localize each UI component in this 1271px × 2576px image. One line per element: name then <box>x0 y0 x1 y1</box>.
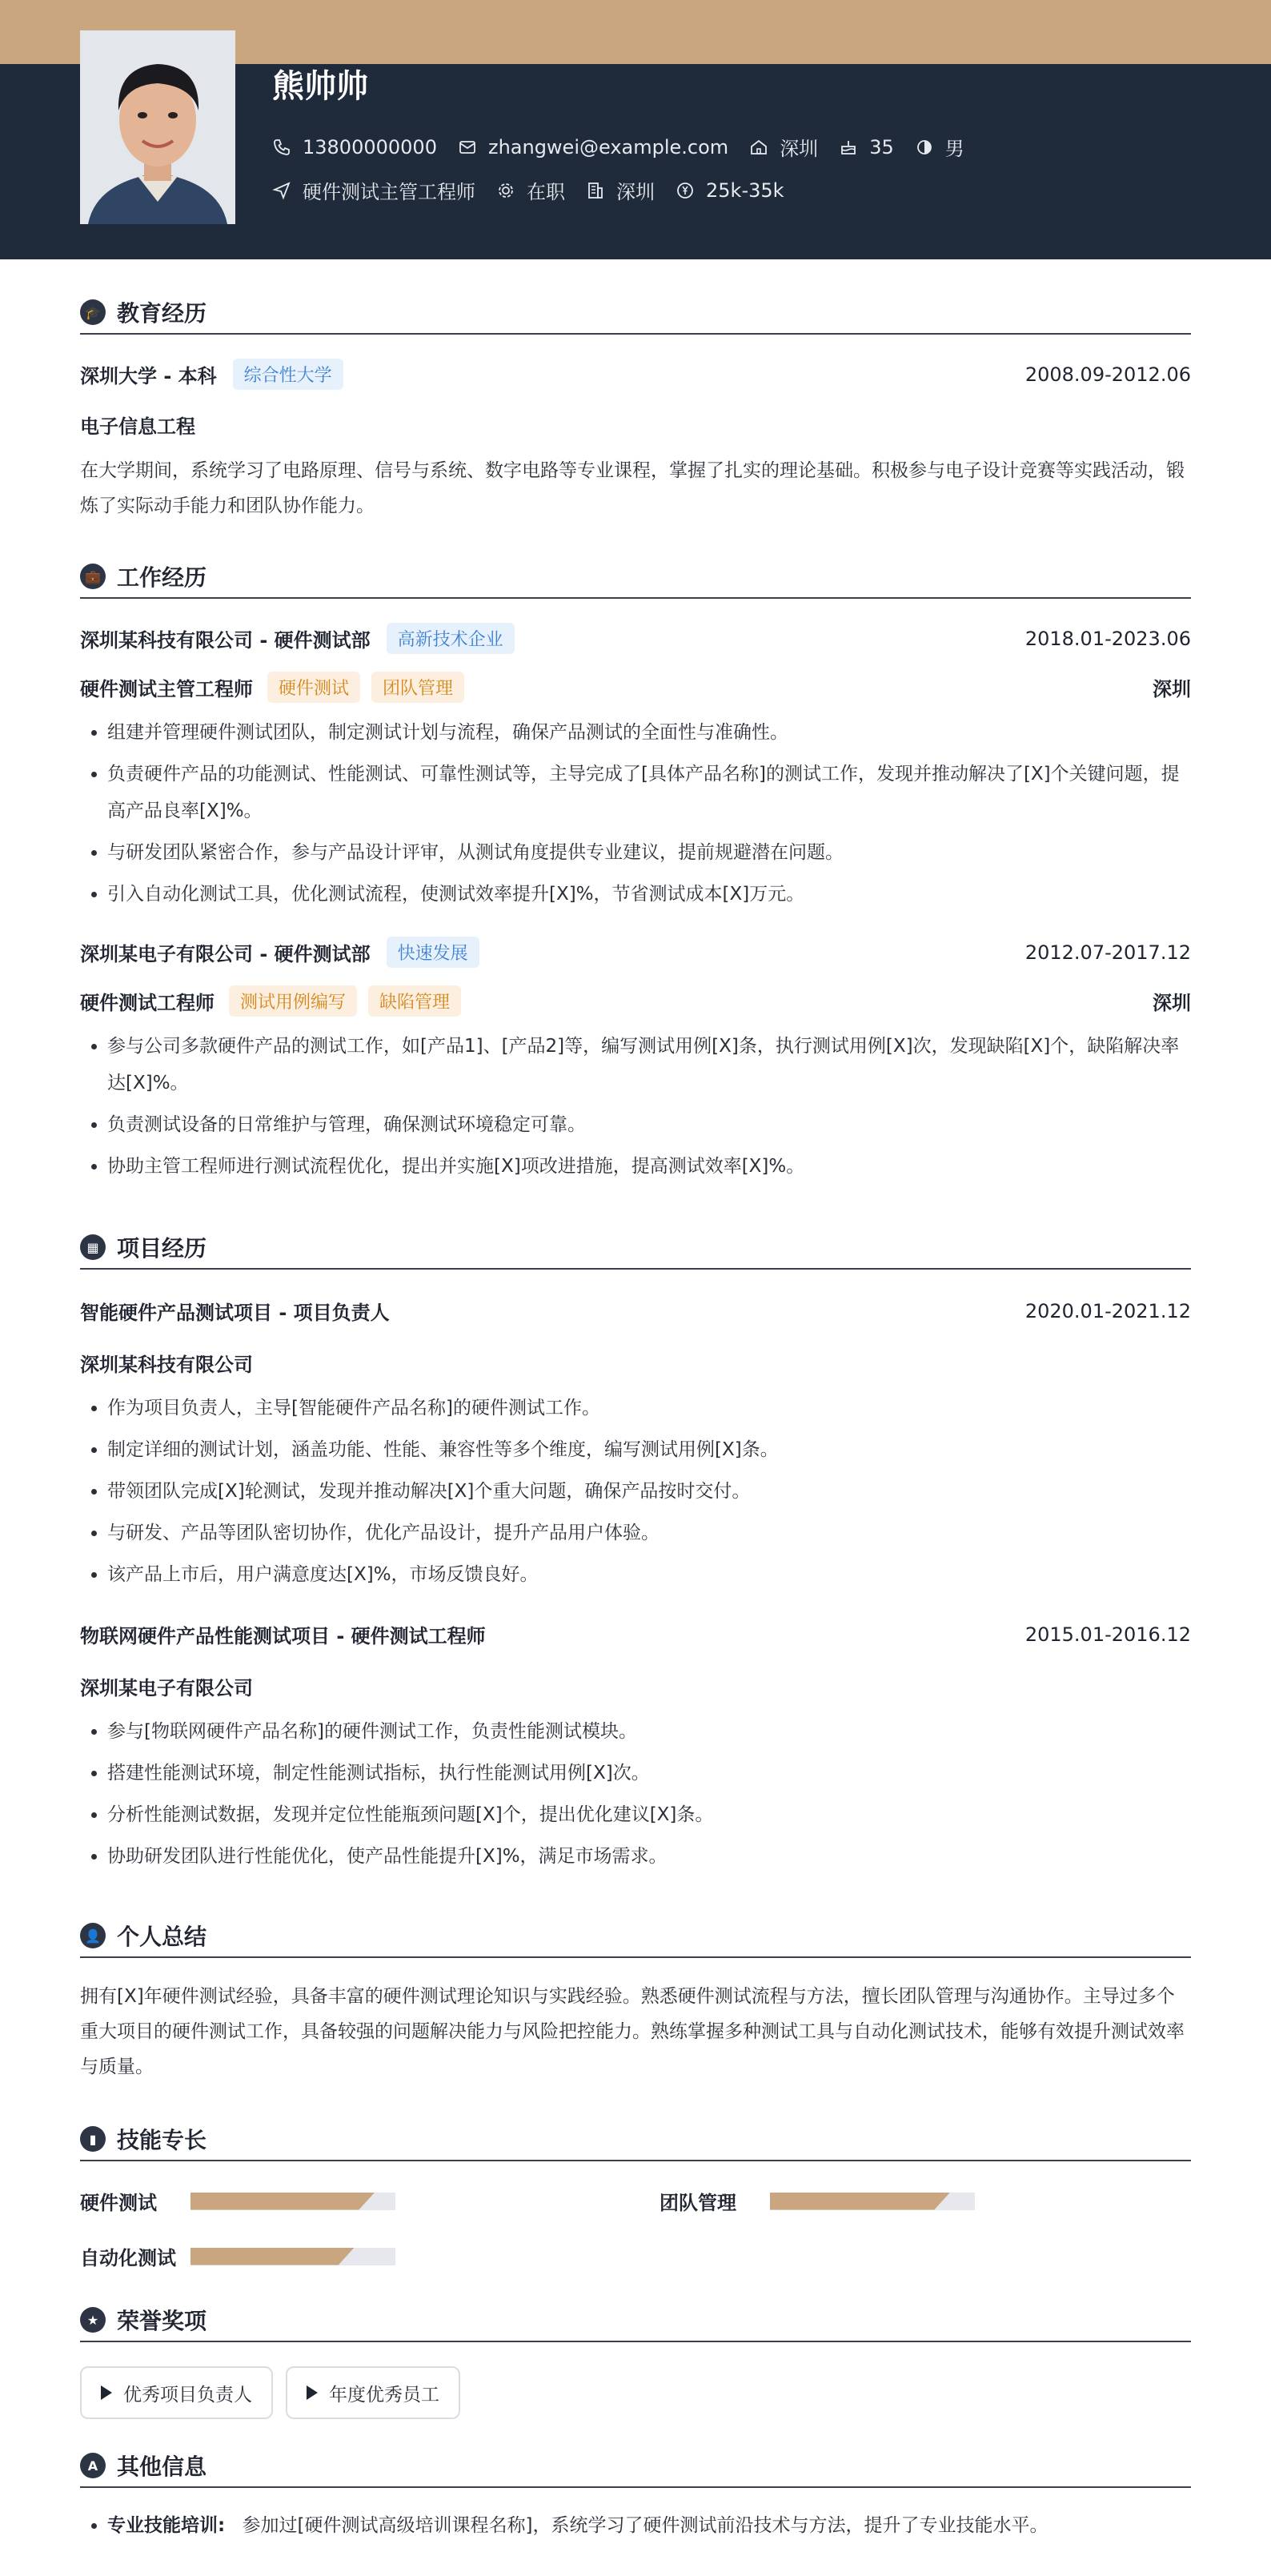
phone-text: 13800000000 <box>303 135 437 158</box>
skill-name: 硬件测试 <box>80 2192 157 2214</box>
skill-bar <box>770 2193 975 2210</box>
other-section-title: A 其他信息 <box>80 2445 1191 2488</box>
summary-section-title: 👤 个人总结 <box>80 1915 1191 1958</box>
honor-badge: 优秀项目负责人 <box>80 2366 273 2419</box>
city-text: 深圳 <box>780 138 819 160</box>
contact-row <box>272 133 964 161</box>
work-entry <box>80 937 1191 1185</box>
list-item: • 作为项目负责人，主导[智能硬件产品名称]的硬件测试工作。 <box>107 1390 1191 1426</box>
project-date: 2020.01-2021.12 <box>1024 1299 1191 1322</box>
target-city-item <box>586 176 655 204</box>
skill-tag: 缺陷管理 <box>368 985 461 1017</box>
gender-icon <box>915 138 934 157</box>
company-name: 深圳某电子有限公司 - 硬件测试部 <box>80 943 371 965</box>
skills-grid <box>80 2187 1191 2270</box>
salary-text: 25k-35k <box>706 179 784 202</box>
other-label: 专业技能培训: <box>107 2515 226 2536</box>
skill-tag: 测试用例编写 <box>229 985 357 1017</box>
target-job-item <box>272 176 475 204</box>
skill-item <box>80 2187 611 2215</box>
info-icon: A <box>80 2453 106 2478</box>
school-name: 深圳大学 - 本科 <box>80 365 217 387</box>
list-item <box>107 2507 1191 2544</box>
gear-icon <box>496 181 515 200</box>
work-bullets <box>80 1028 1191 1185</box>
target-city-text: 深圳 <box>616 181 655 203</box>
gender-item <box>915 133 964 161</box>
project-bullets <box>80 1390 1191 1593</box>
gender-text: 男 <box>944 138 964 160</box>
skill-name: 自动化测试 <box>80 2247 176 2269</box>
profile-name: 熊帅帅 <box>272 68 368 105</box>
school-tag: 综合性大学 <box>233 359 343 390</box>
status-text: 在职 <box>527 181 565 203</box>
education-date: 2008.09-2012.06 <box>1024 363 1191 386</box>
work-date: 2018.01-2023.06 <box>1024 627 1191 650</box>
status-item <box>496 176 565 204</box>
work-section-title: 💼 工作经历 <box>80 556 1191 599</box>
major: 电子信息工程 <box>80 415 195 438</box>
other-text: 参加过[硬件测试高级培训课程名称]，系统学习了硬件测试前沿技术与方法，提升了专业技能水平。 <box>242 2515 1048 2536</box>
age-text: 35 <box>869 135 894 158</box>
project-section-title: ▦ 项目经历 <box>80 1226 1191 1270</box>
project-title: 物联网硬件产品性能测试项目 - 硬件测试工程师 <box>80 1625 486 1647</box>
list-item: • 参与[物联网硬件产品名称]的硬件测试工作，负责性能测试模块。 <box>107 1713 1191 1750</box>
cake-icon <box>839 138 858 157</box>
award-icon: ★ <box>80 2307 106 2333</box>
avatar <box>80 30 235 224</box>
honors-section-title: ★ 荣誉奖项 <box>80 2299 1191 2342</box>
honors-list <box>80 2366 1191 2419</box>
briefcase-icon: 💼 <box>80 564 106 589</box>
company-tag: 高新技术企业 <box>387 623 515 654</box>
user-icon: 👤 <box>80 1923 106 1948</box>
profile-header <box>0 64 1271 259</box>
mail-icon <box>458 138 477 157</box>
list-item: • 负责测试设备的日常维护与管理，确保测试环境稳定可靠。 <box>107 1106 1191 1143</box>
job-role: 硬件测试主管工程师 <box>80 678 253 700</box>
project-entry <box>80 1620 1191 1875</box>
honor-badge: 年度优秀员工 <box>286 2366 460 2419</box>
summary-text: 拥有[X]年硬件测试经验，具备丰富的硬件测试理论知识与实践经验。熟悉硬件测试流程与方法，擅长团队管理与沟通协作。主导过多个重大项目的硬件测试工作，具备较强的问题解决能力与风险把控能力。熟练掌握多种测试工具与自动化测试技术，能够有效提升测试效率与质量。 <box>80 1986 1185 2077</box>
work-entry <box>80 623 1191 913</box>
skill-bar-fill <box>770 2193 950 2210</box>
education-header <box>80 359 1191 390</box>
work-city: 深圳 <box>1153 992 1191 1014</box>
chart-icon: ▮ <box>80 2126 106 2152</box>
job-role: 硬件测试工程师 <box>80 992 215 1014</box>
resume-body <box>0 291 1271 2544</box>
list-item: • 引入自动化测试工具，优化测试流程，使测试效率提升[X]%，节省测试成本[X]万元。 <box>107 876 1191 913</box>
skill-item <box>80 2242 611 2270</box>
skill-tag: 硬件测试 <box>267 672 360 703</box>
work-date: 2012.07-2017.12 <box>1024 941 1191 964</box>
list-item: • 组建并管理硬件测试团队，制定测试计划与流程，确保产品测试的全面性与准确性。 <box>107 714 1191 751</box>
list-item: • 与研发团队紧密合作，参与产品设计评审，从测试角度提供专业建议，提前规避潜在问题。 <box>107 834 1191 871</box>
company-tag: 快速发展 <box>387 937 479 968</box>
project-bullets <box>80 1713 1191 1875</box>
play-triangle-icon <box>101 2385 112 2400</box>
skill-item <box>660 2187 1191 2215</box>
phone-item <box>272 136 437 158</box>
project-title: 智能硬件产品测试项目 - 项目负责人 <box>80 1302 390 1324</box>
salary-item <box>676 179 784 202</box>
play-triangle-icon <box>307 2385 318 2400</box>
send-icon <box>272 181 291 200</box>
list-item: • 分析性能测试数据，发现并定位性能瓶颈问题[X]个，提出优化建议[X]条。 <box>107 1796 1191 1833</box>
phone-icon <box>272 138 291 157</box>
other-list <box>80 2507 1191 2544</box>
yuan-coin-icon <box>676 181 695 200</box>
skill-bar <box>190 2193 395 2210</box>
grid-icon: ▦ <box>80 1234 106 1260</box>
skill-name: 团队管理 <box>660 2192 736 2214</box>
skill-bar <box>190 2248 395 2265</box>
email-item <box>458 136 728 158</box>
list-item: • 协助主管工程师进行测试流程优化，提出并实施[X]项改进措施，提高测试效率[X]%。 <box>107 1148 1191 1185</box>
work-bullets <box>80 714 1191 913</box>
email-text: zhangwei@example.com <box>487 135 729 158</box>
skill-bar-fill <box>190 2248 355 2265</box>
building-icon <box>586 181 605 200</box>
list-item: • 制定详细的测试计划，涵盖功能、性能、兼容性等多个维度，编写测试用例[X]条。 <box>107 1431 1191 1468</box>
work-city: 深圳 <box>1153 678 1191 700</box>
job-intent-row <box>272 176 784 204</box>
avatar-portrait-icon <box>80 30 235 224</box>
skills-section-title: ▮ 技能专长 <box>80 2118 1191 2161</box>
skill-bar-fill <box>190 2193 375 2210</box>
city-item <box>749 133 818 161</box>
age-item <box>839 136 894 158</box>
education-desc: 在大学期间，系统学习了电路原理、信号与系统、数字电路等专业课程，掌握了扎实的理论基础。积极参与电子设计竞赛等实践活动，锻炼了实际动手能力和团队协作能力。 <box>80 460 1185 516</box>
skill-tag: 团队管理 <box>371 672 464 703</box>
list-item: • 搭建性能测试环境，制定性能测试指标，执行性能测试用例[X]次。 <box>107 1755 1191 1792</box>
project-entry <box>80 1297 1191 1593</box>
company-name: 深圳某科技有限公司 - 硬件测试部 <box>80 629 371 652</box>
list-item: • 负责硬件产品的功能测试、性能测试、可靠性测试等，主导完成了[具体产品名称]的测试工作，发现并推动解决了[X]个关键问题，提高产品良率[X]%。 <box>107 756 1191 829</box>
list-item: • 参与公司多款硬件产品的测试工作，如[产品1]、[产品2]等，编写测试用例[X]条，执行测试用例[X]次，发现缺陷[X]个，缺陷解决率达[X]%。 <box>107 1028 1191 1101</box>
list-item: • 带领团队完成[X]轮测试，发现并推动解决[X]个重大问题，确保产品按时交付。 <box>107 1473 1191 1510</box>
list-item: • 与研发、产品等团队密切协作，优化产品设计，提升产品用户体验。 <box>107 1515 1191 1551</box>
education-section-title: 🎓 教育经历 <box>80 291 1191 335</box>
list-item: • 协助研发团队进行性能优化，使产品性能提升[X]%，满足市场需求。 <box>107 1838 1191 1875</box>
project-company: 深圳某科技有限公司 <box>80 1354 253 1376</box>
project-date: 2015.01-2016.12 <box>1024 1623 1191 1646</box>
target-job-text: 硬件测试主管工程师 <box>303 181 475 203</box>
project-company: 深圳某电子有限公司 <box>80 1677 253 1699</box>
list-item: • 该产品上市后，用户满意度达[X]%，市场反馈良好。 <box>107 1556 1191 1593</box>
graduation-cap-icon: 🎓 <box>80 299 106 325</box>
home-icon <box>749 138 768 157</box>
